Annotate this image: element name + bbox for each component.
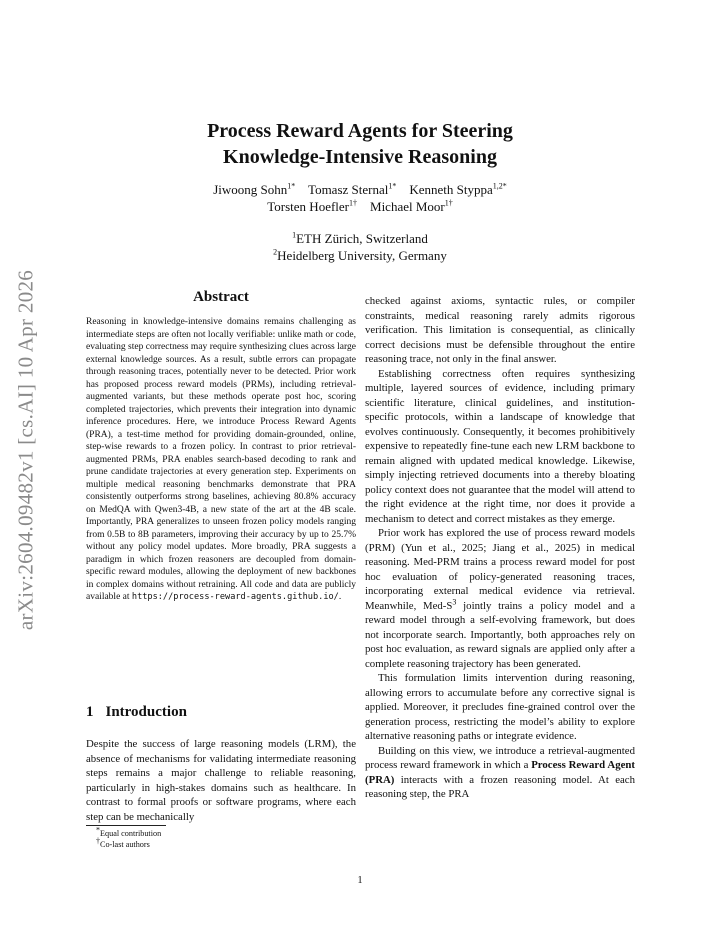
author-name: Michael Moor bbox=[370, 199, 445, 214]
page-number: 1 bbox=[357, 875, 363, 886]
paragraph: checked against axioms, syntactic rules, or compiler constraints, medical reasoning rarely admits rigorous verification. This limitation is consequential, as clinically correct decisions must be defensible throughout the entire reasoning trace, not only in the final answer. bbox=[365, 295, 635, 365]
author-name: Tomasz Sternal bbox=[308, 182, 389, 197]
author-name: Torsten Hoefler bbox=[267, 199, 350, 214]
paper-title bbox=[120, 118, 600, 170]
paragraph: Establishing correctness often requires synthesizing multiple, layered sources of evidence, including primary scientific literature, clinical guidelines, and institution-specific protocols, within a landscape of knowledge that evolves continuously. Consequently, it becomes prohibitively expensive to repeatedly fine-tune each new LRM backbone to remain aligned with updated medical knowledge. Likewise, simply injecting retrieved documents into a thereby bloating policy context does not guarantee that the model will attend to the right evidence at the right time, nor does it provide a mechanism to detect and correct mistakes as they emerge. bbox=[365, 367, 635, 525]
title-line-1: Process Reward Agents for Steering bbox=[207, 120, 513, 142]
right-column bbox=[365, 294, 635, 802]
author-list: Jiwoong Sohn$^{1*}$ Tomasz Sternal$^{1*}$ Kenneth Styppa$^{1,2*}$ Torsten Hoefler$^{1\dagger}$ Michael Moor$^{1\dagger}$ bbox=[213, 181, 507, 214]
project-url-link[interactable]: https://process-reward-agents.github.io/ bbox=[131, 592, 339, 602]
affiliation-2: Heidelberg University, Germany bbox=[277, 248, 447, 263]
footnote-co-last: †Co-last authors bbox=[96, 836, 150, 849]
paragraph: Prior work has explored the use of process reward models (PRM) (Yun et al., 2025; Jiang et al., 2025) in medical reasoning. Med-PRM trains a process reward model for post hoc evaluation of policy-generated reasoning traces, incorporating external medical evidence via retrieval. Meanwhile, Med-$S^3$ jointly trains a policy model and a reward model through a self-evolving framework, but does not incorporate search. Importantly, both approaches rely on post hoc evaluation, as reward signals are applied only after a complete reasoning trajectory has been generated. bbox=[365, 527, 635, 670]
footnote-equal-contribution: *Equal contribution bbox=[96, 825, 162, 838]
affiliation-1: ETH Zürich, Switzerland bbox=[296, 231, 428, 246]
footnotes bbox=[96, 825, 162, 850]
arxiv-stamp: arXiv:2604.09482v1 [cs.AI] 10 Apr 2026 bbox=[13, 269, 38, 631]
introduction-paragraph: Despite the success of large reasoning models (LRM), the absence of mechanisms for validating intermediate reasoning steps remains a major challenge to reliable reasoning, particularly in high-stakes domains such as healthcare. In contrast to formal proofs or software programs, where each step can be mechanically bbox=[86, 738, 356, 823]
paragraph: This formulation limits intervention during reasoning, allowing errors to accumulate before any corrective signal is applied. Moreover, it precludes fine-grained control over the generation process, restricting the model’s ability to explore alternative reasoning paths or integrate evidence. bbox=[365, 672, 635, 742]
title-line-2: Knowledge-Intensive Reasoning bbox=[223, 146, 497, 168]
abstract-body: Reasoning in knowledge-intensive domains remains challenging as intermediate steps are often not locally verifiable: unlike math or code, evaluating step correctness may require synthesizing clues across large external knowledge sources. As a result, subtle errors can propagate through reasoning traces, potentially never to be detected. Prior work has proposed process reward models (PRMs), including retrieval-augmented variants, but these methods operate post hoc, scoring completed trajectories, which prevents their integration into dynamic inference procedures. Here, we introduce Process Reward Agents (PRA), a test-time method for providing domain-grounded, online, step-wise rewards to a frozen policy. In contrast to prior retrieval-augmented PRMs, PRA enables search-based decoding to rank and prune candidate trajectories at every generation step. Experiments on multiple medical reasoning benchmarks demonstrate that PRA consistently outperforms strong baselines, achieving 80.8% accuracy on MedQA with Qwen3-4B, a new state of the art at the 4B scale. Importantly, PRA generalizes to unseen frozen policy models ranging from 0.5B to 8B parameters, improving their accuracy by up to 25.7% without any policy model updates. More broadly, PRA suggests a paradigm in which frozen reasoners are decoupled from domain-specific reward modules, allowing the deployment of new backbones in complex domains without retraining. All code and data are publicly available at https://process-reward-agents.github.io/. bbox=[86, 317, 356, 602]
section-heading-introduction: 1 Introduction bbox=[86, 704, 187, 720]
abstract-heading: Abstract bbox=[193, 289, 249, 305]
author-name: Kenneth Styppa bbox=[409, 182, 493, 197]
paragraph: Building on this view, we introduce a retrieval-augmented process reward framework in which a Process Reward Agent (PRA) interacts with a frozen reasoning model. At each reasoning step, the PRA bbox=[365, 744, 635, 800]
author-name: Jiwoong Sohn bbox=[213, 182, 288, 197]
affiliations: $^1$ETH Zürich, Switzerland $^2$Heidelberg University, Germany bbox=[273, 230, 447, 263]
